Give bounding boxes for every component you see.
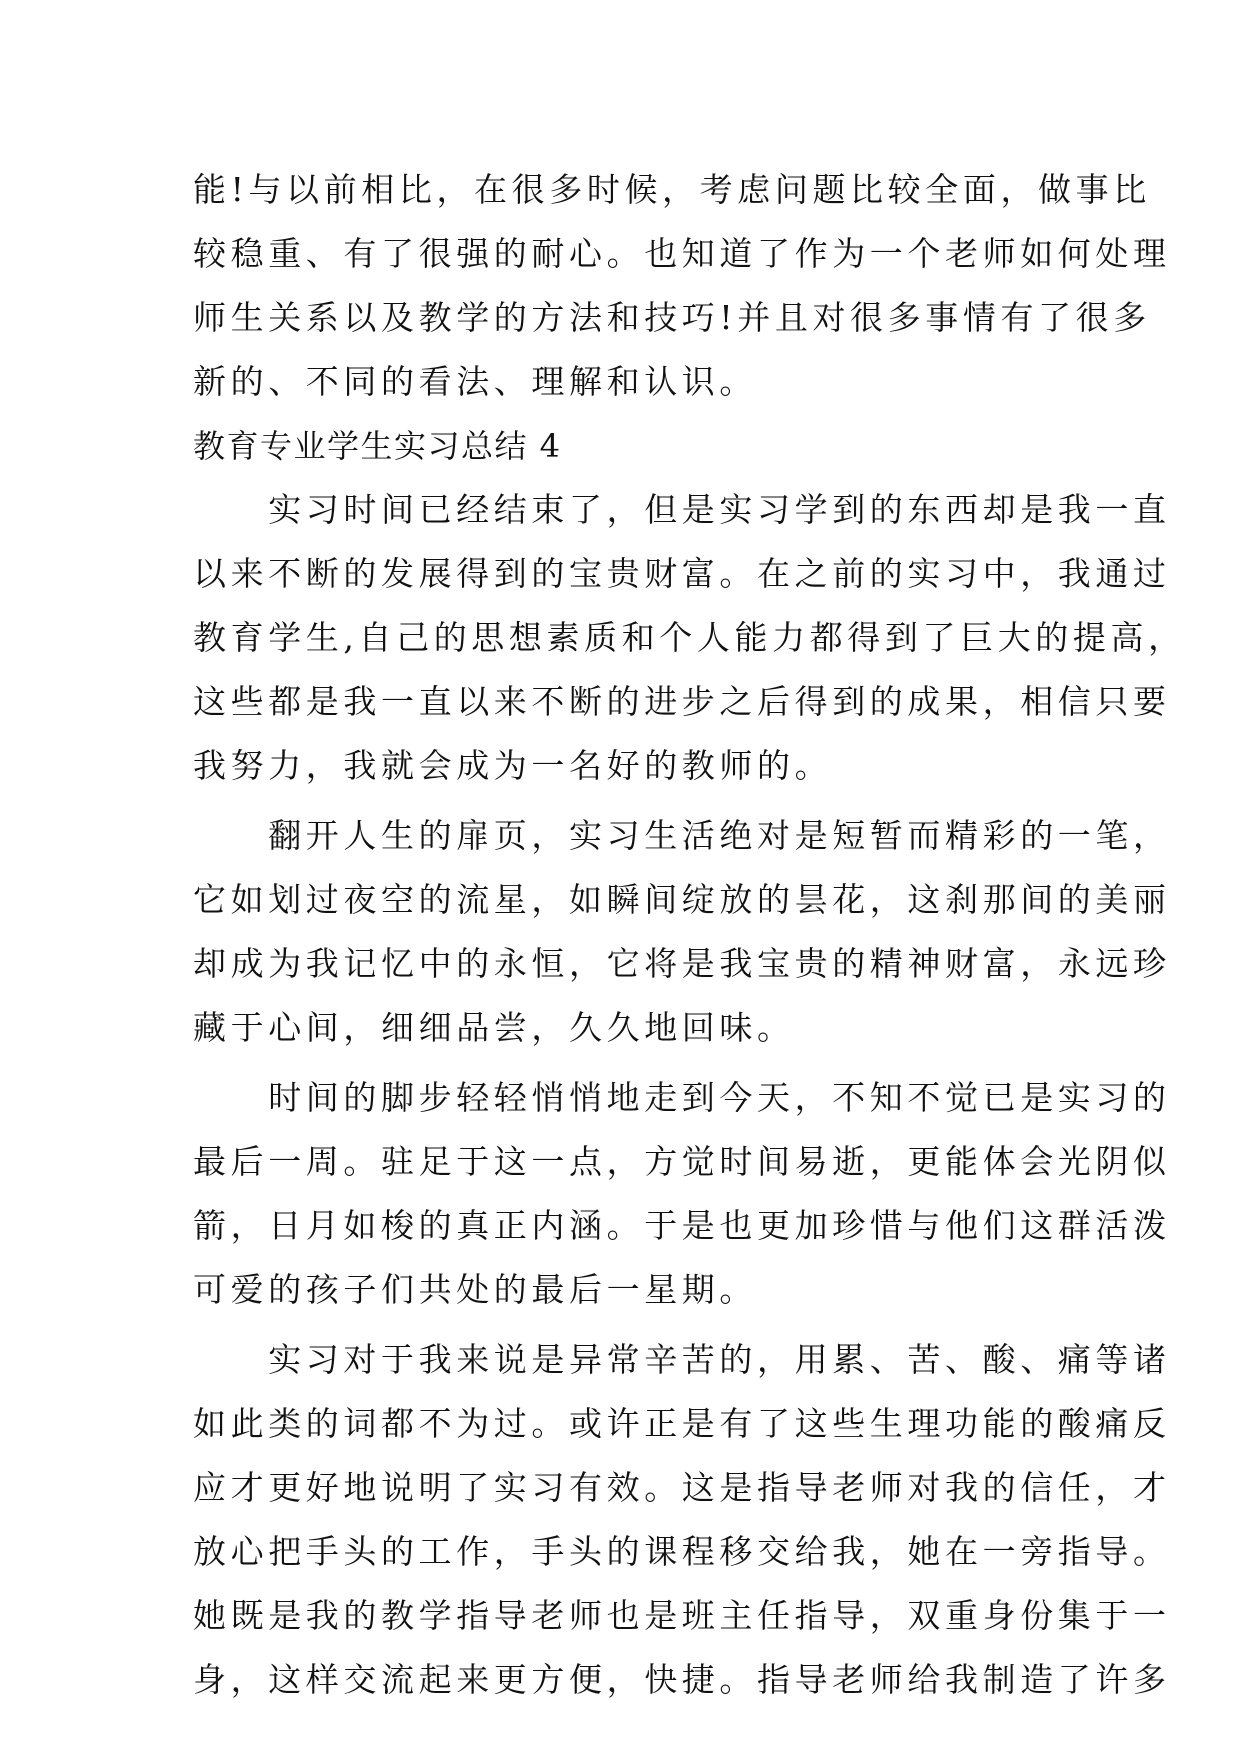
text-line: 师生关系以及教学的方法和技巧!并且对很多事情有了很多 [193,298,1151,337]
text-line: 能!与以前相比，在很多时候，考虑问题比较全面，做事比 [193,170,1151,209]
text-line: 实习时间已经结束了，但是实习学到的东西却是我一直 [193,490,1171,529]
top-paragraph [193,158,1171,414]
text-line: 她既是我的教学指导老师也是班主任指导，双重身份集于一 [193,1596,1171,1635]
text-line: 我努力，我就会成为一名好的教师的。 [193,746,833,785]
paragraph-1 [193,478,1186,798]
text-line: 以来不断的发展得到的宝贵财富。在之前的实习中，我通过 [193,554,1171,593]
text-line: 新的、不同的看法、理解和认识。 [193,362,757,401]
text-line: 如此类的词都不为过。或许正是有了这些生理功能的酸痛反 [193,1404,1171,1443]
text-line: 这些都是我一直以来不断的进步之后得到的成果，相信只要 [193,682,1171,721]
text-line: 实习对于我来说是异常辛苦的，用累、苦、酸、痛等诸 [193,1340,1171,1379]
text-line: 教育学生,自己的思想素质和个人能力都得到了巨大的提高， [193,618,1186,657]
text-line: 却成为我记忆中的永恒，它将是我宝贵的精神财富，永远珍 [193,944,1171,983]
text-line: 可爱的孩子们共处的最后一星期。 [193,1270,757,1309]
text-line: 它如划过夜空的流星，如瞬间绽放的昙花，这刹那间的美丽 [193,880,1171,919]
text-line: 身，这样交流起来更方便，快捷。指导老师给我制造了许多 [193,1660,1171,1699]
paragraph-2 [193,804,1171,1060]
paragraph-4 [193,1328,1171,1712]
text-line: 放心把手头的工作，手头的课程移交给我，她在一旁指导。 [193,1532,1171,1571]
section-title: 教育专业学生实习总结 4 [193,427,562,465]
text-line: 翻开人生的扉页，实习生活绝对是短暂而精彩的一笔， [193,816,1171,855]
text-line: 应才更好地说明了实习有效。这是指导老师对我的信任，才 [193,1468,1171,1507]
text-line: 时间的脚步轻轻悄悄地走到今天，不知不觉已是实习的 [193,1078,1171,1117]
text-line: 最后一周。驻足于这一点，方觉时间易逝，更能体会光阴似 [193,1142,1171,1181]
document-body [193,158,1186,1712]
paragraph-3 [193,1066,1171,1322]
text-line: 较稳重、有了很强的耐心。也知道了作为一个老师如何处理 [193,234,1171,273]
text-line: 箭，日月如梭的真正内涵。于是也更加珍惜与他们这群活泼 [193,1206,1171,1245]
text-line: 藏于心间，细细品尝，久久地回味。 [193,1008,795,1047]
